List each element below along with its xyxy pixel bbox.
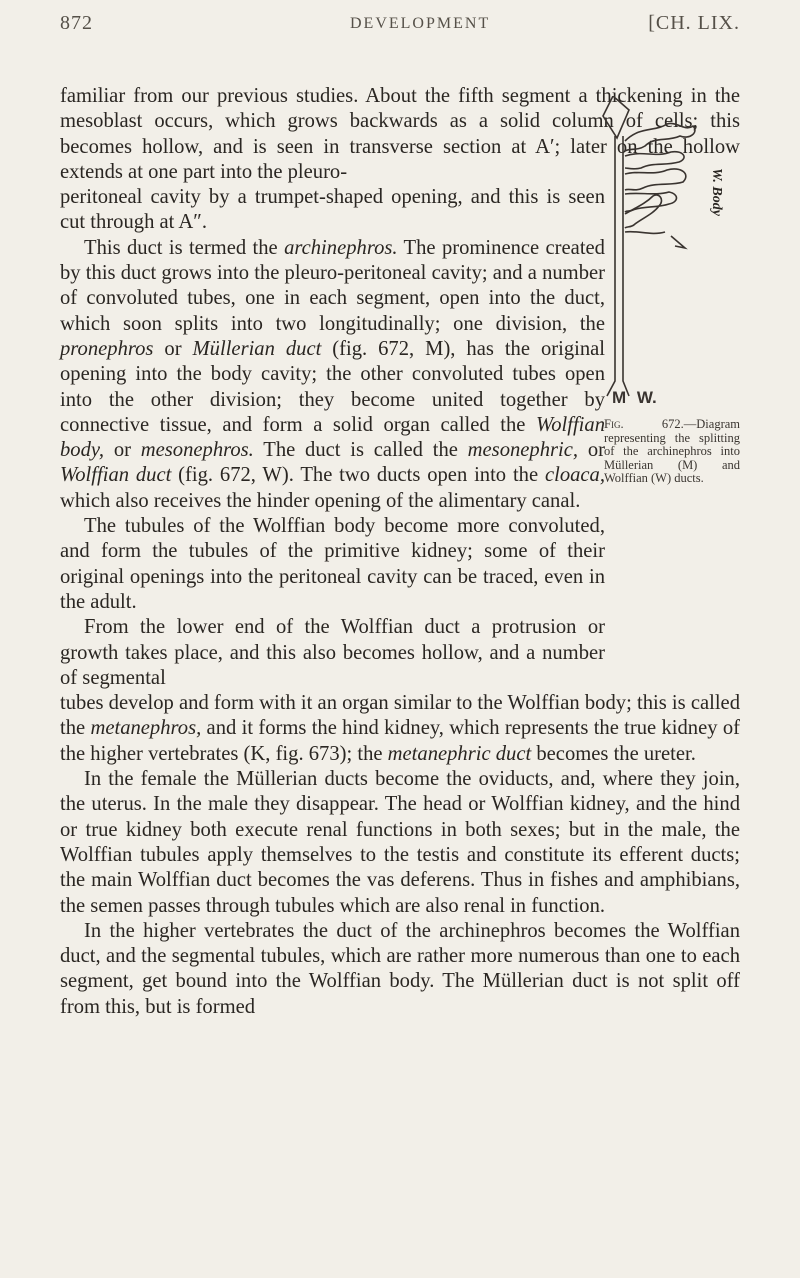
- wolffian-body-label: W. Body: [709, 168, 724, 216]
- paragraph-4b: tubes develop and form with it an organ similar to the Wolffian body; this is called the metanephros, and it forms the hind kidney, which represents the true kidney of the higher vertebrates (K, fig. 673); the metanephric duct becomes the ureter.: [60, 692, 740, 765]
- paragraph-1a: familiar from our previous studies. About the fifth segment a thickening in the mesoblast occurs, which grows backwards as a solid column of cells; this becomes hollow, and is seen in transverse section at A′; later on the hollow extends at one part into the pleuro-: [60, 85, 740, 183]
- tubule-tail: [671, 236, 685, 248]
- mullerian-duct: [607, 136, 615, 396]
- paragraph-4a: From the lower end of the Wolffian duct a protrusion or growth takes place, and this also becomes hollow, and a number of segmental: [60, 616, 605, 689]
- running-title: DEVELOPMENT: [350, 15, 491, 32]
- caption-figure-number: Fig. 672.: [604, 417, 684, 431]
- paragraph-3: The tubules of the Wolffian body become more convoluted, and form the tubules of the primitive kidney; some of their original openings into the peritoneal cavity can be traced, even in the adult.: [60, 515, 605, 613]
- caption-text: —Diagram representing the splitting of the archinephros into Müllerian (M) and Wolffian (W) ducts.: [604, 417, 740, 485]
- chapter-label: [CH. LIX.: [648, 12, 740, 34]
- paragraph-1b: peritoneal cavity by a trumpet-shaped opening, and this is seen cut through at A″.: [60, 186, 605, 234]
- tubule: [625, 152, 684, 169]
- label-w: W.: [636, 388, 657, 407]
- tubule: [625, 169, 686, 190]
- trumpet-opening: [603, 96, 629, 138]
- wolffian-duct: [623, 136, 629, 396]
- tubule: [625, 232, 665, 234]
- paragraph-5: In the female the Müllerian ducts become the oviducts, and, where they join, the uterus. In the male they disappear. The head or Wolffian kidney, and the hind or true kidney both execute renal functions in both sexes; but in the male, the Wolffian tubules apply themselves to the testis and constitute its efferent ducts; the main Wolffian duct becomes the vas deferens. Thus in fishes and amphibians, the semen passes through tubules which are also renal in function.: [60, 768, 740, 917]
- figure-caption: [604, 418, 740, 486]
- paragraph-2: This duct is termed the archinephros. The prominence created by this duct grows into the pleuro-peritoneal cavity; and a number of convoluted tubes, one in each segment, open into the duct, which soon splits into two longitudinally; one division, the pronephros or Müllerian duct (fig. 672, M), has the original opening into the body cavity; the other convoluted tubes open into the other division; they become united together by connective tissue, and form a solid organ called the Wolffian body, or mesonephros. The duct is called the mesonephric, or Wolffian duct (fig. 672, W). The two ducts open into the cloaca, which also receives the hinder opening of the alimentary canal.: [60, 236, 606, 512]
- tubule: [625, 123, 695, 151]
- page-number: 872: [60, 12, 93, 34]
- running-header: [60, 12, 740, 42]
- archinephros-diagram: [595, 96, 745, 416]
- figure-duct-labels: [612, 388, 657, 408]
- tubule: [625, 195, 661, 228]
- paragraph-6: In the higher vertebrates the duct of the archinephros becomes the Wolffian duct, and the segmental tubules, which are rather more numerous than one to each segment, get bound into the Wolffian body. The Müllerian duct is not split off from this, but is formed: [60, 919, 740, 1018]
- label-m: M: [612, 388, 627, 407]
